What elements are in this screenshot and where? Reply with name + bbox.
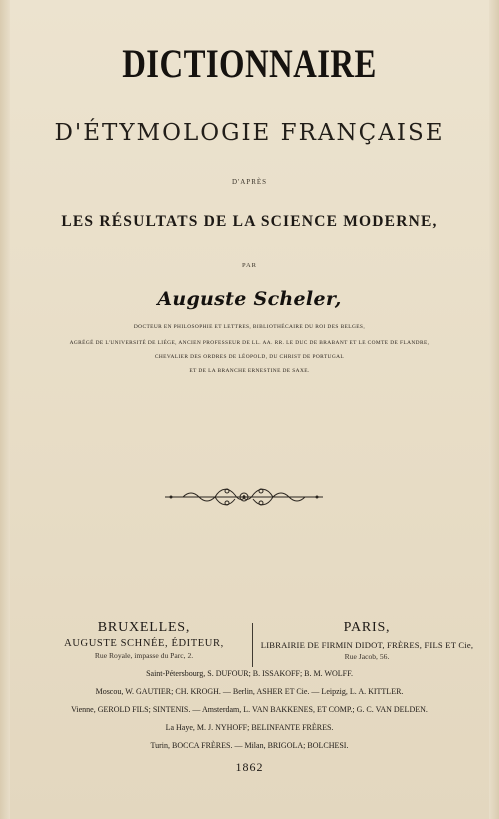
author-name: Auguste Scheler, [157,288,342,310]
printer-ornament-icon [163,485,325,509]
distributor-line: Turin, BOCCA FRÈRES. — Milan, BRIGOLA; BOLCHESI. [150,741,349,750]
publication-year: 1862 [235,760,264,774]
imprint-address: Rue Royale, impasse du Parc, 2. [94,651,194,660]
imprint-city: PARIS, [343,620,391,635]
book-title: DICTIONNAIRE [122,41,377,86]
imprint-address: Rue Jacob, 56. [344,652,390,661]
imprint-publisher: AUGUSTE SCHNÉE, ÉDITEUR, [64,638,224,649]
imprint-paris [258,620,476,661]
apres-line: D'APRÈS [231,178,268,186]
distributor-line: Vienne, GEROLD FILS; SINTENIS. — Amsterdam, L. VAN BAKKENES, ET COMP.; G. C. VAN DELDEN. [71,705,428,714]
imprint-city: BRUXELLES, [97,620,191,635]
author-credential: DOCTEUR EN PHILOSOPHIE ET LETTRES, BIBLIOTHÉCAIRE DU ROI DES BELGES, [133,324,366,330]
imprint-brussels [40,620,248,660]
distributor-line: La Haye, M. J. NYHOFF; BELINFANTE FRÈRES. [165,723,334,732]
author-credential: AGRÉGÉ DE L'UNIVERSITÉ DE LIÉGE, ANCIEN PROFESSEUR DE LL. AA. RR. LE DUC DE BRABANT ET LE COMTE DE FLANDRE, [69,340,430,346]
author-credential: CHEVALIER DES ORDRES DE LÉOPOLD, DU CHRIST DE PORTUGAL [154,354,345,360]
imprint-divider [252,623,253,667]
par-line: PAR [241,262,258,269]
results-line: LES RÉSULTATS DE LA SCIENCE MODERNE, [61,213,438,230]
imprint-publisher: LIBRAIRIE DE FIRMIN DIDOT, FRÈRES, FILS ET Cie, [260,640,474,650]
book-subtitle: D'ÉTYMOLOGIE FRANÇAISE [54,120,445,146]
author-credential: ET DE LA BRANCHE ERNESTINE DE SAXE. [189,368,310,374]
distributor-line: Moscou, W. GAUTIER; CH. KROGH. — Berlin, ASHER ET Cie. — Leipzig, L. A. KITTLER. [95,687,404,696]
distributor-line: Saint-Pétersbourg, S. DUFOUR; B. ISSAKOFF; B. M. WOLFF. [146,669,353,678]
